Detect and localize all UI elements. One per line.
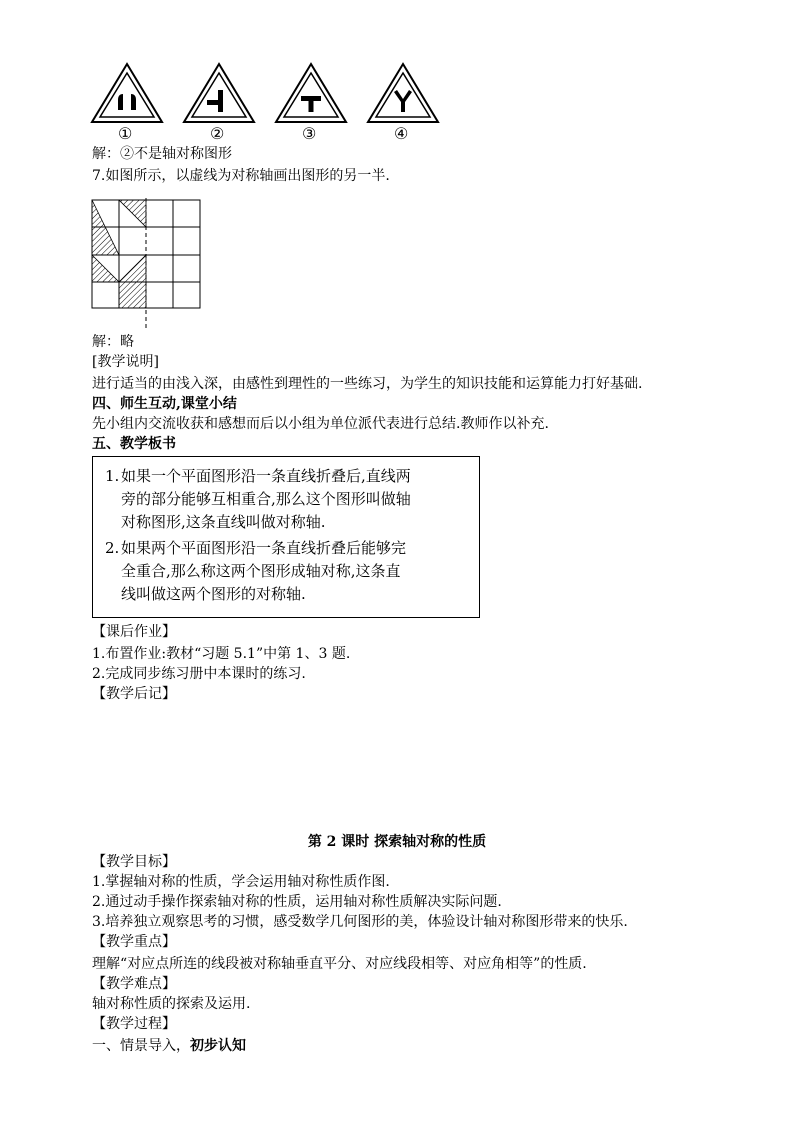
goals-heading: 【教学目标】: [92, 854, 176, 870]
section1-heading-part-a: 一、情景导入，: [92, 1038, 190, 1054]
process-heading: 【教学过程】: [92, 1016, 176, 1032]
section1-heading: [92, 1036, 246, 1056]
sign-3: [276, 64, 346, 122]
section4-text: 先小组内交流收获和感想而后以小组为单位派代表进行总结.教师作以补充.: [92, 416, 549, 432]
goal-item-1: 1.掌握轴对称的性质，学会运用轴对称性质作图.: [92, 874, 390, 890]
postscript-heading: 【教学后记】: [92, 686, 176, 702]
section4-heading: 四、师生互动,课堂小结: [92, 396, 237, 412]
q6-answer: 解：②不是轴对称图形: [92, 146, 232, 162]
difficulty-heading: 【教学难点】: [92, 976, 176, 992]
symmetry-grid-figure: [90, 198, 204, 330]
homework-heading: 【课后作业】: [92, 624, 176, 640]
board-item-2: 2. 如果两个平面图形沿一条直线折叠后能够完 全重合,那么称这两个图形成轴对称,这条直 线叫做这两个图形的对称轴.: [105, 539, 407, 603]
goal-item-2: 2.通过动手操作探索轴对称的性质，运用轴对称性质解决实际问题.: [92, 894, 502, 910]
sign-2: [184, 64, 254, 122]
homework-item-1: 1.布置作业:教材“习题 5.1”中第 1、3 题.: [92, 646, 351, 662]
blackboard-box: [92, 456, 480, 618]
note-heading: [教学说明]: [92, 354, 159, 370]
sign-label-1: ①: [118, 124, 133, 143]
sign-1: [92, 64, 162, 122]
q7-answer: 解：略: [92, 334, 134, 350]
sign-4: [368, 64, 438, 122]
key-text: 理解“对应点所连的线段被对称轴垂直平分、对应线段相等、对应角相等”的性质.: [92, 956, 587, 972]
q7-question: 7.如图所示，以虚线为对称轴画出图形的另一半.: [92, 168, 390, 184]
sign-label-3: ③: [302, 124, 317, 143]
difficulty-text: 轴对称性质的探索及运用.: [92, 996, 251, 1012]
board-item-1: 1. 如果一个平面图形沿一条直线折叠后,直线两 旁的部分能够互相重合,那么这个图形叫做轴 对称图形,这条直线叫做对称轴.: [105, 467, 411, 531]
lesson2-title: 第 2 课时 探索轴对称的性质: [307, 834, 487, 850]
section5-heading: 五、教学板书: [92, 436, 176, 452]
homework-item-2: 2.完成同步练习册中本课时的练习.: [92, 666, 306, 682]
key-heading: 【教学重点】: [92, 934, 176, 950]
note-text: 进行适当的由浅入深，由感性到理性的一些练习，为学生的知识技能和运算能力打好基础.: [92, 376, 643, 392]
section1-heading-part-b: 初步认知: [190, 1038, 246, 1054]
sign-label-4: ④: [394, 124, 409, 143]
sign-label-2: ②: [210, 124, 225, 143]
goal-item-3: 3.培养独立观察思考的习惯，感受数学几何图形的美，体验设计轴对称图形带来的快乐.: [92, 914, 628, 930]
